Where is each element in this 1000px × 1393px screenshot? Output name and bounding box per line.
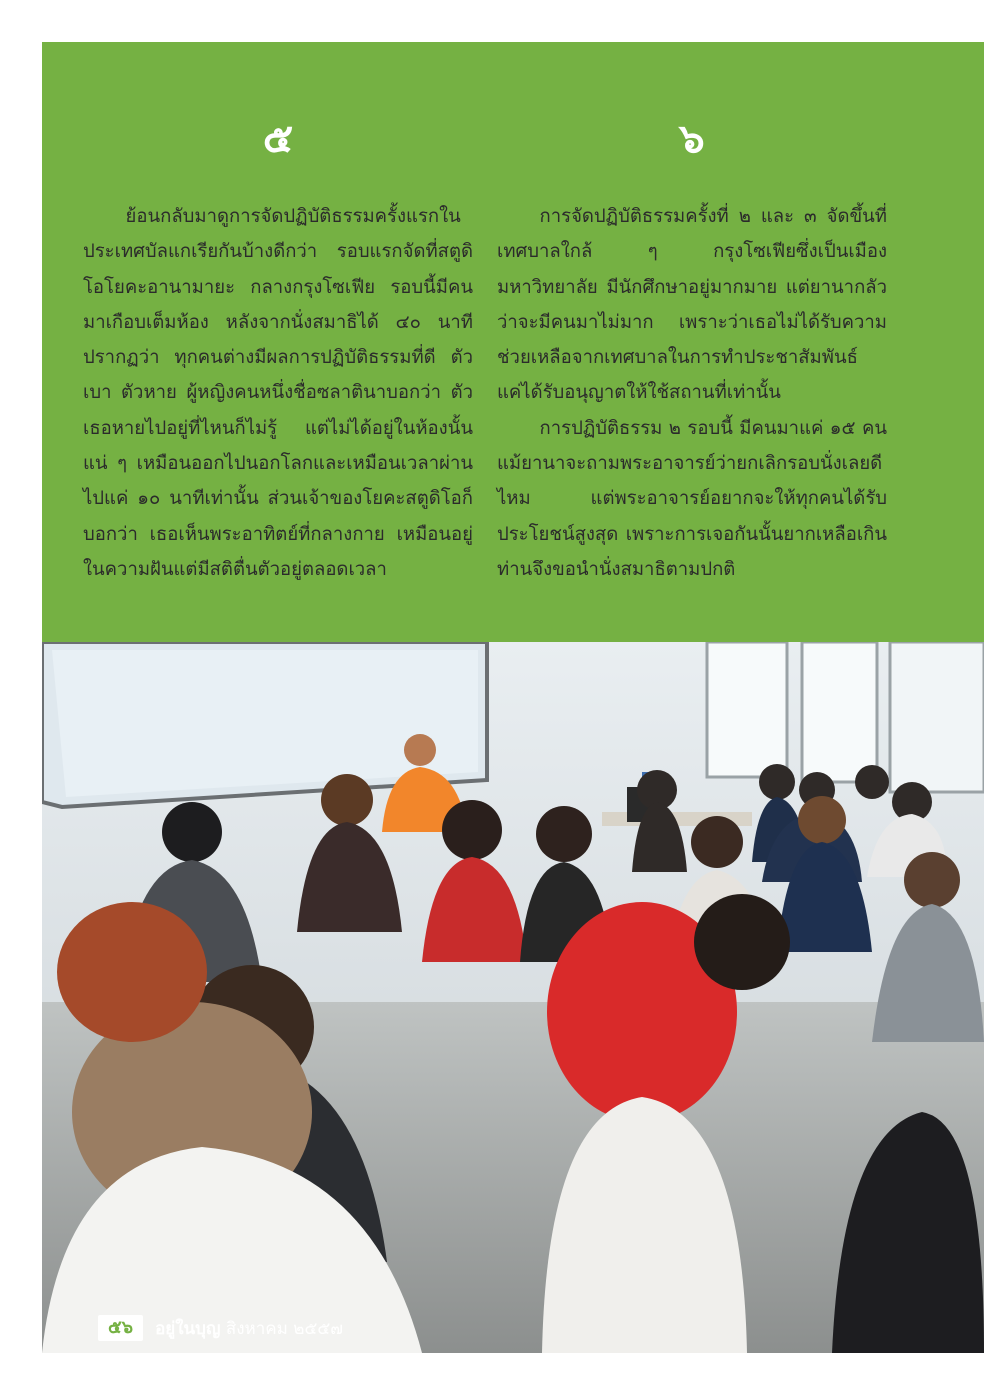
section-number: ๖ — [679, 116, 705, 162]
publication-info — [155, 1315, 343, 1342]
publication-title: อยู่ในบุญ — [155, 1318, 221, 1339]
paragraph: ย้อนกลับมาดูการจัดปฏิบัติธรรมครั้งแรกในประเทศบัลแกเรียกันบ้างดีกว่า รอบแรกจัดที่สตูดิโอโยคะอานามายะ กลางกรุงโซเฟีย รอบนี้มีคนมาเกือบเต็มห้อง หลังจากนั่งสมาธิได้ ๔๐ นาที ปรากฏว่า ทุกคนต่างมีผลการปฏิบัติธรรมที่ดี ตัวเบา ตัวหาย ผู้หญิงคนหนึ่งชื่อซลาตินาบอกว่า ตัวเธอหายไปอยู่ที่ไหนก็ไม่รู้ แต่ไม่ได้อยู่ในห้องนั้นแน่ ๆ เหมือนออกไปนอกโลกและเหมือนเวลาผ่านไปแค่ ๑๐ นาทีเท่านั้น ส่วนเจ้าของโยคะสตูดิโอก็บอกว่า เธอเห็นพระอาทิตย์ที่กลางกาย เหมือนอยู่ในความฝันแต่มีสติตื่นตัวอยู่ตลอดเวลา — [83, 206, 473, 580]
meditation-class-photo — [42, 642, 984, 1353]
issue-date: สิงหาคม ๒๕๕๗ — [225, 1318, 343, 1339]
photo-illustration — [42, 642, 984, 1353]
section-body — [83, 199, 473, 587]
section-body — [497, 199, 887, 587]
paragraph: การจัดปฏิบัติธรรมครั้งที่ ๒ และ ๓ จัดขึ้นที่เทศบาลใกล้ ๆ กรุงโซเฟียซึ่งเป็นเมืองมหาวิทยาลัย มีนักศึกษาอยู่มากมาย แต่ยานากลัวว่าจะมีคนมาไม่มาก เพราะว่าเธอไม่ได้รับความช่วยเหลือจากเทศบาลในการทำประชาสัมพันธ์ แค่ได้รับอนุญาตให้ใช้สถานที่เท่านั้น — [497, 206, 887, 404]
green-text-panel — [42, 42, 984, 642]
paragraph: การปฏิบัติธรรม ๒ รอบนี้ มีคนมาแค่ ๑๕ คน แม้ยานาจะถามพระอาจารย์ว่ายกเลิกรอบนั่งเลยดีไหม แต่พระอาจารย์อยากจะให้ทุกคนได้รับประโยชน์สูงสุด เพราะการเจอกันนั้นยากเหลือเกิน ท่านจึงขอนำนั่งสมาธิตามปกติ — [497, 417, 887, 580]
page-footer — [98, 1314, 343, 1342]
page-number: ๕๖ — [98, 1315, 143, 1341]
section-number: ๕ — [262, 116, 294, 162]
